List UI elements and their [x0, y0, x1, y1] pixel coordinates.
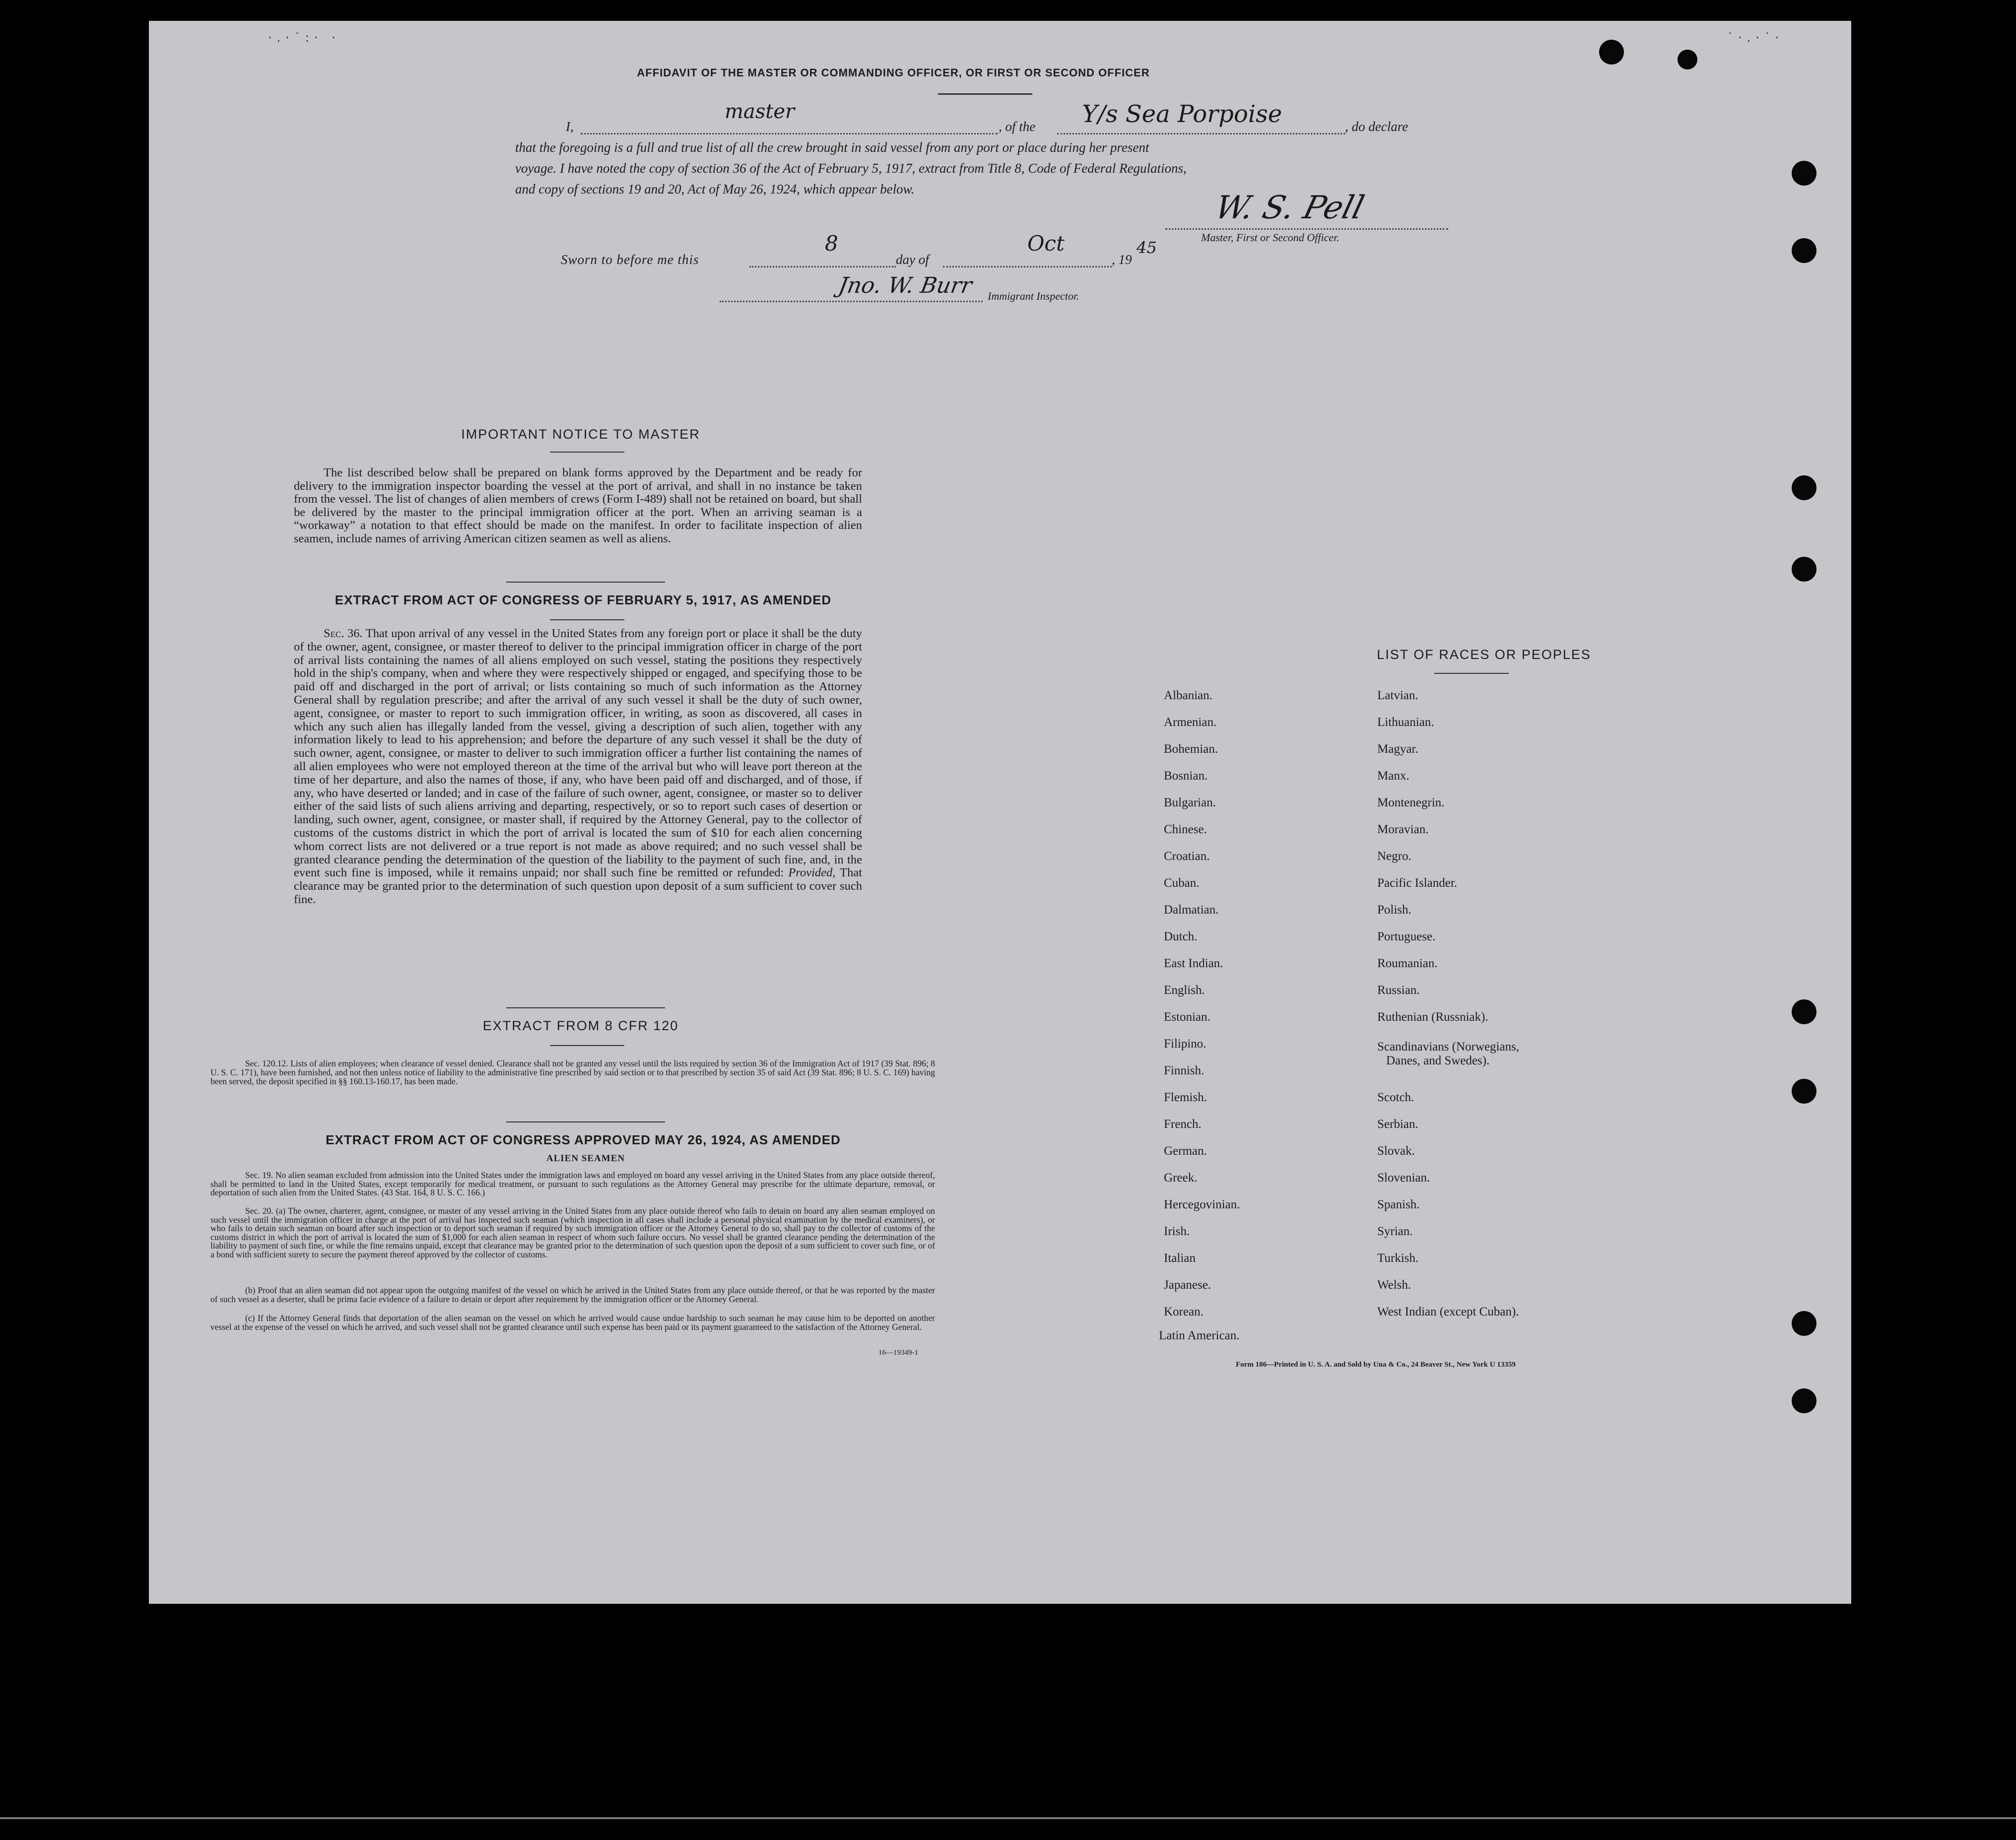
punch-hole: [1599, 40, 1624, 65]
race-item: Montenegrin.: [1377, 796, 1445, 809]
section-20c-text: (c) If the Attorney General finds that deportation of the alien seaman on the vessel on which he arrived would cause undue hardship to such seaman he may cause him to be deported on another vessel at the expense of the vessel on which he arrived, and such vessel shall not be granted clearance until such expense has been paid or its payment guaranteed to the satisfaction of the Attorney General.: [210, 1313, 935, 1332]
form-code: 16—19349-1: [878, 1349, 918, 1357]
vessel-line: [1057, 133, 1345, 134]
race-item: Welsh.: [1377, 1278, 1411, 1292]
inspector-line: [720, 301, 983, 302]
race-item: Italian: [1164, 1251, 1196, 1265]
day-line: [749, 266, 896, 267]
affidavit-line-2: that the foregoing is a full and true list of all the crew brought in said vessel from any port or place during her present: [515, 140, 1149, 155]
race-item: Lithuanian.: [1377, 716, 1434, 729]
race-item: Korean.: [1164, 1305, 1204, 1318]
punch-hole: [1792, 238, 1816, 263]
cfr-title: EXTRACT FROM 8 CFR 120: [482, 1018, 679, 1033]
sworn-label: Sworn to before me this: [561, 252, 699, 267]
punch-hole: [1792, 557, 1816, 582]
race-item: Albanian.: [1164, 689, 1212, 702]
alien-seamen-subtitle: ALIEN SEAMEN: [546, 1153, 625, 1164]
master-label: Master, First or Second Officer.: [1201, 231, 1340, 244]
provided-word: Provided,: [788, 866, 836, 880]
do-declare-label: , do declare: [1345, 119, 1409, 134]
divider: [506, 1007, 665, 1008]
handwritten-month: Oct: [1027, 231, 1065, 256]
race-item: West Indian (except Cuban).: [1377, 1305, 1519, 1318]
race-item: French.: [1164, 1117, 1202, 1131]
form-footer: Form 186—Printed in U. S. A. and Sold by Una & Co., 24 Beaver St., New York U 13359: [1236, 1361, 1516, 1369]
section-36-tail: That clearance may be granted prior to the determination of such question upon deposit of a sum sufficient to cover such fine.: [294, 866, 863, 906]
affidavit-i: I,: [566, 119, 574, 134]
punch-hole: [1792, 1388, 1816, 1413]
race-item: Manx.: [1377, 769, 1410, 783]
race-item: Dalmatian.: [1164, 903, 1219, 917]
affidavit-line-4: and copy of sections 19 and 20, Act of May 26, 1924, which appear below.: [515, 182, 915, 197]
inspector-signature: Jno. W. Burr: [836, 273, 974, 298]
race-item: Syrian.: [1377, 1225, 1413, 1238]
race-item: Ruthenian (Russniak).: [1377, 1010, 1488, 1024]
scan-specks-left: ·.·˙:· ·: [268, 31, 340, 45]
race-item: Cuban.: [1164, 876, 1200, 890]
divider: [1434, 673, 1509, 674]
section-36-label: Sec. 36.: [324, 627, 363, 640]
race-item: Irish.: [1164, 1225, 1190, 1238]
race-item: Croatian.: [1164, 850, 1210, 863]
section-20a-text: Sec. 20. (a) The owner, charterer, agent, consignee, or master of any vessel arriving in the United States from any place outside thereof who fails to detain on board any alien seaman employed on such vessel until the immigration officer in charge at the port of arrival has inspected such seaman (which inspection in all cases shall include a personal physical examination by the medical examiners), or who fails to detain such seaman on board after such inspection or to deport such seaman if required by such immigration officer or the Attorney General to do so, shall pay to the collector of customs of the customs district in which the port of arrival is located the sum of $1,000 for each alien seaman in respect of whom such failure occurs. No vessel shall be granted clearance pending the determination of the liability to payment of such fine, or while the fine remains unpaid, except that clearance may be granted prior to the determination of such question upon the deposit of a sum sufficient to cover such fine, or of a bond with sufficient surety to secure the payment thereof approved by the collector of customs.: [210, 1206, 935, 1259]
race-item: Scotch.: [1377, 1091, 1414, 1104]
of-the-label: , of the: [999, 119, 1036, 134]
section-20b-text: (b) Proof that an alien seaman did not appear upon the outgoing manifest of the vessel on which he arrived in the United States from any place outside thereof, or that he was reported by the master of such vessel as a deserter, shall be prima facie evidence of a failure to detain or deport after requirement by the immigration officer or the Attorney General.: [210, 1285, 935, 1304]
notice-title: IMPORTANT NOTICE TO MASTER: [461, 427, 700, 442]
race-item: Danes, and Swedes).: [1386, 1054, 1490, 1067]
inspector-label: Immigrant Inspector.: [988, 290, 1079, 302]
race-item: Pacific Islander.: [1377, 876, 1458, 890]
race-item: Moravian.: [1377, 823, 1429, 836]
affidavit-title: AFFIDAVIT OF THE MASTER OR COMMANDING OFFICER, OR FIRST OR SECOND OFFICER: [637, 66, 1150, 79]
extract-1924-title: EXTRACT FROM ACT OF CONGRESS APPROVED MAY 26, 1924, AS AMENDED: [326, 1132, 841, 1147]
race-item: Finnish.: [1164, 1064, 1205, 1077]
race-item: Serbian.: [1377, 1117, 1418, 1131]
name-line: [581, 133, 998, 134]
section-36-body: That upon arrival of any vessel in the United States from any foreign port or place it shall be the duty of the owner, agent, consignee, or master thereof to deliver to the principal immigration officer in charge of the port of arrival lists containing the names of all aliens employed on such vessel, stating the positions they respectively hold in the ship's company, when and where they were respectively shipped or engaged, and specifying those to be paid off and discharged in the port of arrival; or lists containing so much of such information as the Attorney General shall by regulation prescribe; and after the arrival of any such vessel it shall be the duty of such owner, agent, consignee, or master to report to such immigration officer, in writing, as soon as discovered, all cases in which any such alien has illegally landed from the vessel, giving a description of such alien, together with any information likely to lead to his apprehension; and before the departure of any such vessel it shall be the duty of such owner, agent, consignee, or master to deliver to such immigration officer a further list containing the names of all alien employees who were not employed thereon at the time of the arrival but who will leave port thereon at the time of her departure, and also the names of those, if any, who have been paid off and discharged, and of those, if any, who have deserted or landed; and in case of the failure of such owner, agent, consignee, or master so to deliver either of the said lists of such aliens arriving and departing, respectively, or so to report such cases of desertion or landing, such owner, agent, consignee, or master shall, if required by the Attorney General, pay to the collector of customs of the customs district in which the port of arrival is located the sum of $10 for each alien concerning whom correct lists are not delivered or a true report is not made as above required; and no such vessel shall be granted clearance pending the determination of the question of the liability to the payment of such fine, and, in the event such fine is imposed, while it remains unpaid; nor shall such fine be remitted or refunded:: [294, 627, 862, 880]
punch-hole: [1792, 999, 1816, 1024]
divider: [550, 619, 624, 620]
handwritten-day: 8: [825, 231, 838, 256]
race-item: English.: [1164, 984, 1205, 997]
race-item: Japanese.: [1164, 1278, 1211, 1292]
race-item: Portuguese.: [1377, 930, 1436, 943]
handwritten-year: 45: [1137, 238, 1157, 257]
race-item: Turkish.: [1377, 1251, 1419, 1265]
race-item: Flemish.: [1164, 1091, 1207, 1104]
race-item: Latin American.: [1159, 1329, 1240, 1342]
races-title: LIST OF RACES OR PEOPLES: [1377, 647, 1591, 662]
handwritten-vessel: Y/s Sea Porpoise: [1082, 100, 1282, 128]
master-signature: W. S. Pell: [1211, 190, 1368, 226]
race-item: Slovak.: [1377, 1144, 1415, 1158]
race-item: Estonian.: [1164, 1010, 1210, 1024]
race-item: Latvian.: [1377, 689, 1418, 702]
divider: [506, 1121, 665, 1122]
year-prefix: , 19: [1112, 252, 1132, 267]
race-item: Filipino.: [1164, 1037, 1207, 1051]
race-item: Slovenian.: [1377, 1171, 1430, 1184]
handwritten-rank: master: [725, 100, 795, 123]
divider: [550, 1045, 624, 1046]
race-item: Bohemian.: [1164, 742, 1218, 756]
punch-hole: [1792, 161, 1816, 186]
affidavit-line-3: voyage. I have noted the copy of section 36 of the Act of February 5, 1917, extract from Title 8, Code of Federal Regulations,: [515, 161, 1187, 176]
race-item: Dutch.: [1164, 930, 1198, 943]
punch-hole: [1678, 50, 1697, 69]
race-item: Negro.: [1377, 850, 1411, 863]
punch-hole: [1792, 1079, 1816, 1104]
race-item: East Indian.: [1164, 957, 1223, 970]
race-item: Roumanian.: [1377, 957, 1438, 970]
race-item: Russian.: [1377, 984, 1420, 997]
race-item: Bosnian.: [1164, 769, 1208, 783]
punch-hole: [1792, 475, 1816, 500]
race-item: Greek.: [1164, 1171, 1198, 1184]
section-19-text: Sec. 19. No alien seaman excluded from admission into the United States under the immigration laws and employed on board any vessel arriving in the United States from any place outside thereof, shall be permitted to land in the United States, except temporarily for medical treatment, or pursuant to such regulations as the Attorney General may prescribe for the ultimate departure, removal, or deportation of such alien from the United States. (43 Stat. 164, 8 U. S. C. 166.): [210, 1170, 935, 1198]
month-line: [943, 266, 1112, 267]
section-36-text: [294, 627, 862, 907]
divider: [550, 452, 624, 453]
day-of-label: day of: [896, 252, 929, 267]
race-item: Magyar.: [1377, 742, 1418, 756]
signature-line: [1165, 228, 1448, 230]
race-item: Scandinavians (Norwegians,: [1377, 1040, 1520, 1053]
race-item: Polish.: [1377, 903, 1411, 917]
race-item: German.: [1164, 1144, 1207, 1158]
document-page: [149, 21, 1851, 1604]
divider: [938, 93, 1032, 95]
scan-specks-right: ˙·.·˙·: [1727, 31, 1784, 45]
race-item: Armenian.: [1164, 716, 1217, 729]
notice-text: The list described below shall be prepared on blank forms approved by the Department and be ready for delivery to the immigration inspector boarding the vessel at the port of arrival, and shall in no instance be taken from the vessel. The list of changes of alien members of crews (Form I-489) shall not be retained on board, but shall be delivered by the master to the principal immigration officer at the port. When an arriving seaman is a “workaway” a notation to that effect should be made on the manifest. In order to facilitate inspection of alien seamen, include names of arriving American citizen seamen as well as aliens.: [294, 466, 862, 545]
divider: [506, 582, 665, 583]
race-item: Hercegovinian.: [1164, 1198, 1240, 1211]
race-item: Spanish.: [1377, 1198, 1420, 1211]
race-item: Bulgarian.: [1164, 796, 1216, 809]
extract-1917-title: EXTRACT FROM ACT OF CONGRESS OF FEBRUARY 5, 1917, AS AMENDED: [335, 592, 832, 607]
punch-hole: [1792, 1311, 1816, 1336]
race-item: Chinese.: [1164, 823, 1207, 836]
scan-edge-line: [0, 1817, 2016, 1819]
cfr-text: Sec. 120.12. Lists of alien employees; when clearance of vessel denied. Clearance shall not be granted any vessel until the lists required by section 36 of the Immigration Act of 1917 (39 Stat. 896; 8 U. S. C. 171), have been furnished, and not then unless notice of liability to the administrative fine prescribed by said section or to that prescribed by section 35 of said Act (39 Stat. 896; 8 U. S. C. 169) having been served, the deposit specified in §§ 160.13-160.17, has been made.: [210, 1058, 935, 1086]
